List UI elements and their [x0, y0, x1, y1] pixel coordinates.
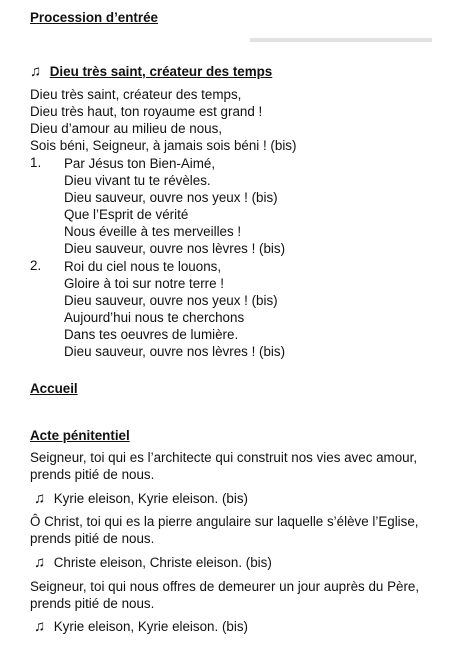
refrain-line: Dieu très haut, ton royaume est grand !: [30, 104, 263, 119]
refrain-line: Dieu d’amour au milieu de nous,: [30, 121, 223, 136]
verse-number: 1.: [30, 155, 42, 170]
music-note-icon: ♫: [30, 63, 42, 80]
procession-heading: Procession d’entrée: [30, 10, 159, 25]
verse-line: Dieu sauveur, ouvre nos yeux ! (bis): [64, 293, 278, 308]
penitential-heading: Acte pénitentiel: [30, 428, 130, 443]
music-note-icon: ♫: [34, 554, 46, 571]
music-note-icon: ♫: [34, 490, 46, 507]
response-2-row: [34, 554, 272, 571]
refrain-line: Dieu très saint, créateur des temps,: [30, 87, 242, 102]
verse-1: [64, 155, 285, 257]
response-3: Kyrie eleison, Kyrie eleison. (bis): [53, 619, 248, 634]
song-title: Dieu très saint, créateur des temps: [49, 64, 273, 79]
response-1: Kyrie eleison, Kyrie eleison. (bis): [53, 491, 248, 506]
verse-line: Dans tes oeuvres de lumière.: [64, 327, 239, 342]
response-2: Christe eleison, Christe eleison. (bis): [53, 555, 272, 570]
bleed-through-mark: ▬▬▬▬▬▬▬▬▬▬▬▬▬▬: [250, 30, 432, 45]
response-3-row: [34, 618, 248, 635]
verse-line: Gloire à toi sur notre terre !: [64, 276, 225, 291]
verse-line: Nous éveille à tes merveilles !: [64, 224, 242, 239]
invocation-3: Seigneur, toi qui nous offres de demeurer un jour auprès du Père, prends pitié de nous.: [30, 579, 420, 611]
accueil-heading: Accueil: [30, 381, 78, 396]
verse-line: Dieu sauveur, ouvre nos lèvres ! (bis): [64, 344, 286, 359]
verse-line: Par Jésus ton Bien-Aimé,: [64, 156, 216, 171]
verse-2: [64, 258, 285, 360]
song-title-row: [30, 63, 272, 80]
verse-line: Que l’Esprit de vérité: [64, 207, 189, 222]
refrain: [30, 86, 296, 154]
verse-number: 2.: [30, 258, 42, 273]
refrain-line: Sois béni, Seigneur, à jamais sois béni ! (bis): [30, 138, 297, 153]
verse-line: Aujourd’hui nous te cherchons: [64, 310, 245, 325]
response-1-row: [34, 490, 248, 507]
music-note-icon: ♫: [34, 618, 46, 635]
verse-line: Dieu sauveur, ouvre nos lèvres ! (bis): [64, 241, 286, 256]
invocation-1: Seigneur, toi qui es l’architecte qui construit nos vies avec amour, prends pitié de nous.: [30, 450, 418, 482]
verse-line: Roi du ciel nous te louons,: [64, 259, 222, 274]
verse-line: Dieu sauveur, ouvre nos yeux ! (bis): [64, 190, 278, 205]
verse-line: Dieu vivant tu te révèles.: [64, 173, 211, 188]
invocation-2: Ô Christ, toi qui es la pierre angulaire sur laquelle s’élève l’Eglise, prends pitié de nous.: [30, 514, 419, 546]
